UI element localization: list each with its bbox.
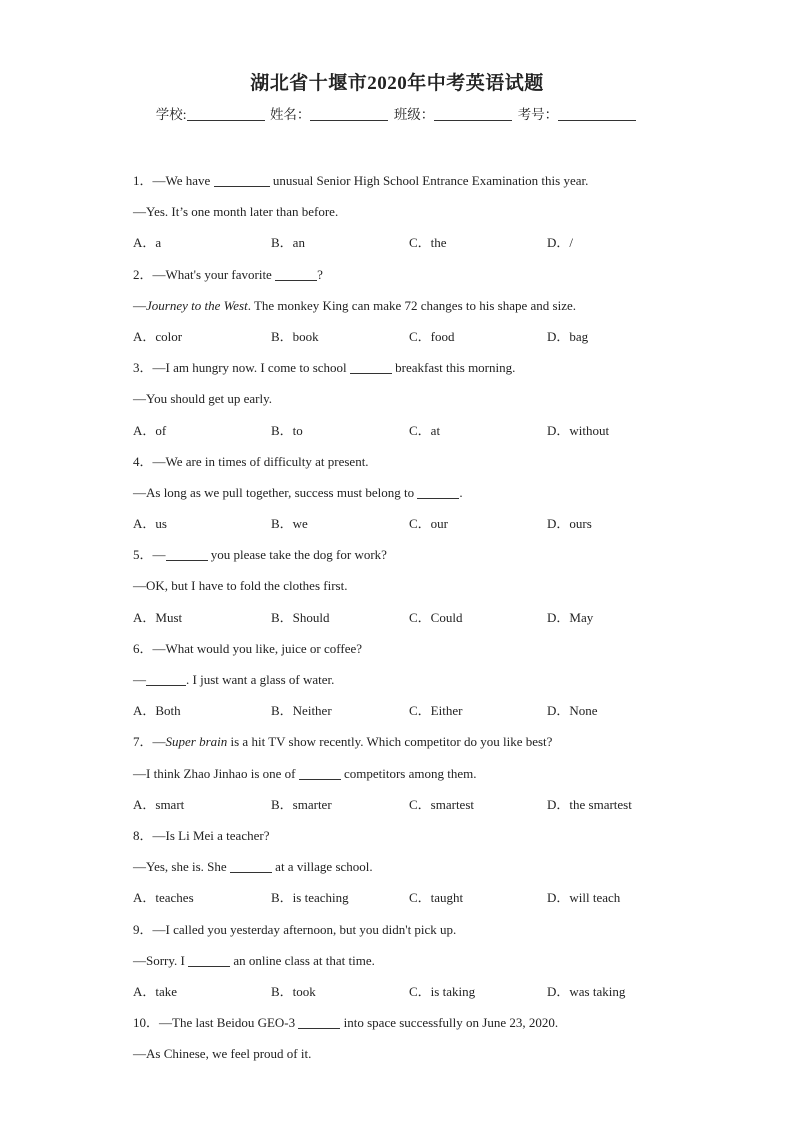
question-number: 1．	[133, 173, 153, 188]
option-b[interactable]: B．took	[271, 983, 316, 999]
answer-blank[interactable]	[275, 268, 317, 281]
question-7: 7．—Super brain is a hit TV show recently. Which competitor do you like best?	[133, 734, 553, 750]
option-c[interactable]: C．Could	[409, 609, 463, 625]
option-b[interactable]: B．smarter	[271, 796, 332, 812]
answer-text: —Yes. It’s one month later than before.	[133, 204, 339, 220]
answer-blank[interactable]	[230, 860, 272, 873]
option-d[interactable]: D．was taking	[547, 983, 626, 999]
answer-text: —	[133, 672, 146, 687]
answer-blank[interactable]	[188, 954, 230, 967]
answer-text: at a village school.	[275, 859, 373, 875]
answer-text: —As Chinese, we feel proud of it.	[133, 1046, 312, 1062]
question-text: —What would you like, juice or coffee?	[152, 640, 363, 656]
answer-text: —Sorry. I	[133, 952, 185, 968]
answer-text: . I just want a glass of water.	[186, 672, 335, 687]
question-number: 10．	[133, 1015, 160, 1031]
answer-text: .	[459, 484, 463, 500]
question-number: 3．	[133, 360, 153, 376]
question-number: 6．	[133, 640, 153, 656]
school-blank[interactable]	[187, 107, 265, 121]
answer-italic-text: Journey to the West	[146, 297, 248, 313]
answer-blank[interactable]	[298, 1016, 340, 1029]
question-text: —We are in times of difficulty at present.	[152, 453, 369, 469]
question-text: ?	[317, 266, 323, 282]
exam-number-label: 考号：	[517, 107, 559, 122]
options-row	[133, 887, 693, 918]
answer-text: —I think Zhao Jinhao is one of	[133, 765, 296, 781]
option-d[interactable]: D．bag	[547, 328, 589, 344]
answer-line	[133, 950, 693, 981]
options-row	[133, 794, 693, 825]
option-d[interactable]: D．None	[547, 703, 598, 719]
option-d[interactable]: D．May	[547, 609, 594, 625]
question-1	[133, 170, 693, 201]
question-list	[133, 170, 693, 1074]
option-a[interactable]: A．color	[133, 328, 183, 344]
name-label: 姓名：	[269, 107, 311, 122]
question-text: breakfast this morning.	[395, 360, 516, 376]
option-b[interactable]: B．Should	[271, 609, 330, 625]
answer-blank[interactable]	[350, 361, 392, 374]
question-2	[133, 264, 693, 295]
option-c[interactable]: C．Either	[409, 703, 463, 719]
option-c[interactable]: C．the	[409, 235, 447, 251]
options-row	[133, 981, 693, 1012]
question-italic-text: Super brain	[165, 734, 228, 750]
question-number: 4．	[133, 453, 153, 469]
option-a[interactable]: A．Both	[133, 703, 181, 719]
answer-line: —Journey to the West. The monkey King can make 72 changes to his shape and size.	[133, 297, 576, 313]
question-text: —What's your favorite	[152, 266, 272, 282]
option-b[interactable]: B．to	[271, 422, 303, 438]
option-d[interactable]: D．/	[547, 235, 574, 251]
question-text: into space successfully on June 23, 2020.	[343, 1015, 559, 1031]
school-label: 学校:	[155, 107, 187, 122]
question-text: —I am hungry now. I come to school	[152, 360, 347, 376]
question-text: —	[152, 547, 166, 563]
student-info-line	[0, 103, 794, 123]
exam-number-blank[interactable]	[558, 107, 636, 121]
answer-line	[133, 763, 693, 794]
question-5	[133, 544, 693, 575]
answer-line	[133, 482, 693, 513]
option-a[interactable]: A．Must	[133, 609, 183, 625]
page-title: 湖北省十堰市2020年中考英语试题	[250, 73, 544, 94]
option-c[interactable]: C．food	[409, 328, 455, 344]
answer-line	[133, 388, 693, 419]
option-d[interactable]: D．without	[547, 422, 610, 438]
question-6	[133, 638, 693, 669]
options-row	[133, 700, 693, 731]
answer-line	[133, 1043, 693, 1074]
answer-text: an online class at that time.	[233, 952, 375, 968]
option-c[interactable]: C．taught	[409, 890, 464, 906]
options-row	[133, 420, 693, 451]
question-9	[133, 919, 693, 950]
option-a[interactable]: A．us	[133, 516, 167, 532]
answer-blank[interactable]	[146, 673, 186, 686]
answer-blank[interactable]	[299, 767, 341, 780]
option-d[interactable]: D．the smartest	[547, 796, 632, 812]
question-text: —The last Beidou GEO-3	[159, 1015, 296, 1031]
answer-text: —You should get up early.	[133, 391, 273, 407]
name-blank[interactable]	[310, 107, 388, 121]
question-10	[133, 1012, 693, 1043]
options-row	[133, 513, 693, 544]
option-a[interactable]: A．take	[133, 983, 178, 999]
option-b[interactable]: B．is teaching	[271, 890, 349, 906]
question-text: unusual Senior High School Entrance Examination this year.	[272, 173, 589, 188]
answer-blank[interactable]	[166, 548, 208, 561]
options-row	[133, 232, 693, 263]
question-8	[133, 825, 693, 856]
answer-blank[interactable]	[417, 486, 459, 499]
option-a[interactable]: A．smart	[133, 796, 185, 812]
question-number: 2．	[133, 266, 153, 282]
question-text: —I called you yesterday afternoon, but you didn't pick up.	[152, 921, 457, 937]
option-b[interactable]: B．an	[271, 235, 305, 251]
option-c[interactable]: C．our	[409, 516, 449, 532]
question-3	[133, 357, 693, 388]
class-blank[interactable]	[434, 107, 512, 121]
answer-text: —OK, but I have to fold the clothes first.	[133, 578, 348, 594]
option-a[interactable]: A．of	[133, 422, 167, 438]
answer-text: competitors among them.	[343, 765, 477, 781]
answer-blank[interactable]	[214, 174, 270, 187]
question-text: —We have	[152, 173, 211, 188]
class-label: 班级：	[393, 107, 435, 122]
question-4	[133, 451, 693, 482]
options-row	[133, 607, 693, 638]
option-c[interactable]: C．smartest	[409, 796, 474, 812]
option-d[interactable]: D．ours	[547, 516, 592, 532]
options-row	[133, 326, 693, 357]
option-b[interactable]: B．we	[271, 516, 308, 532]
answer-text: —Yes, she is. She	[133, 859, 227, 875]
answer-line	[133, 575, 693, 606]
answer-text: . The monkey King can make 72 changes to his shape and size.	[247, 297, 576, 313]
question-text: you please take the dog for work?	[210, 547, 387, 563]
option-b[interactable]: B．Neither	[271, 703, 332, 719]
answer-line	[133, 669, 693, 700]
question-number: 5．	[133, 547, 153, 563]
question-text: —Is Li Mei a teacher?	[152, 827, 270, 843]
question-text: is a hit TV show recently. Which competitor do you like best?	[227, 734, 553, 750]
answer-line	[133, 201, 693, 232]
answer-line	[133, 856, 693, 887]
option-c[interactable]: C．at	[409, 422, 441, 438]
option-a[interactable]: A．teaches	[133, 890, 194, 906]
question-number: 9．	[133, 921, 153, 937]
option-b[interactable]: B．book	[271, 328, 319, 344]
question-number: 8．	[133, 827, 153, 843]
option-c[interactable]: C．is taking	[409, 983, 476, 999]
option-d[interactable]: D．will teach	[547, 890, 621, 906]
answer-text: —As long as we pull together, success must belong to	[133, 484, 415, 500]
question-number: 7．	[133, 734, 153, 750]
option-a[interactable]: A．a	[133, 235, 162, 251]
